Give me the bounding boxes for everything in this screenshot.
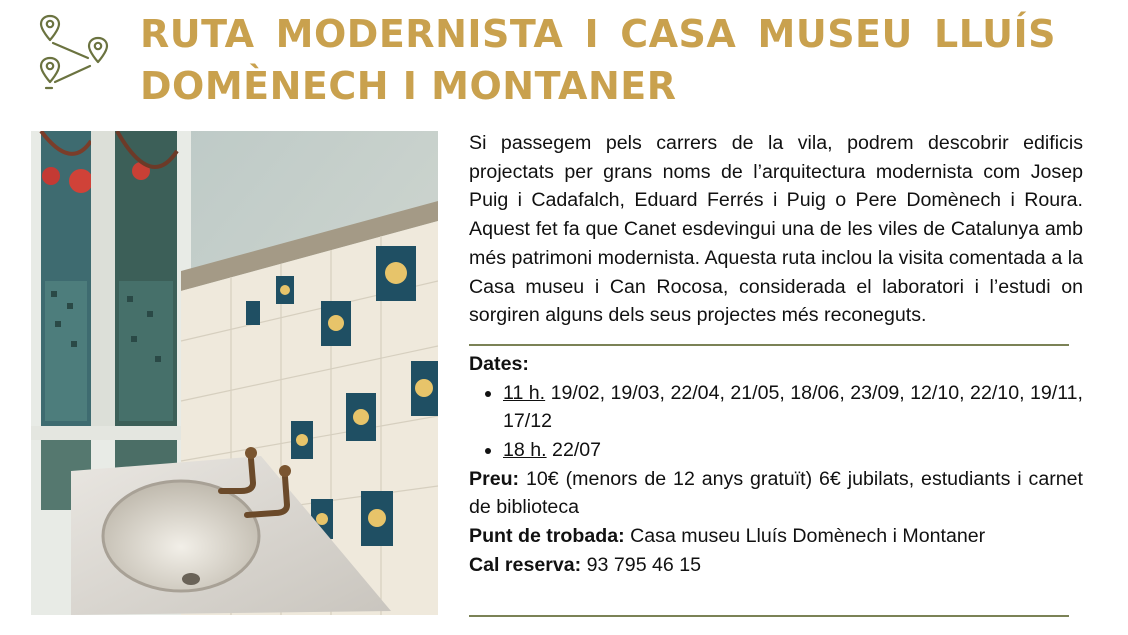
booking-row [469, 551, 1083, 580]
divider-bottom [469, 615, 1069, 617]
page-title-line-1: RUTA MODERNISTA I CASA MUSEU LLUÍS [140, 12, 1056, 56]
page-title [140, 8, 1056, 112]
session-days: 19/02, 19/03, 22/04, 21/05, 18/06, 23/09, 12/10, 22/10, 19/11, 17/12 [503, 381, 1083, 433]
intro-paragraph: Si passegem pels carrers de la vila, podrem descobrir edificis projectats per grans noms de l’arquitectura modernista com Josep Puig i Cadafalch, Eduard Ferrés i Puig o Pere Domènech i Roura. Aquest fet fa que Canet esdevingui una de les viles de Catalunya amb més patrimoni modernista. Aquesta ruta inclou la visita comentada a la Casa museu i Can Rocosa, considerada el laboratori i l’estudi on sorgiren alguns dels seus projectes més reconeguts. [469, 132, 1083, 327]
session-time: 18 h. [503, 439, 547, 462]
list-item [503, 436, 1083, 465]
dates-label: Dates: [469, 352, 529, 375]
divider-top [469, 344, 1069, 346]
event-details [469, 129, 1083, 580]
meeting-point-row [469, 522, 1083, 551]
meeting-point-label: Punt de trobada: [469, 525, 625, 548]
price-row [469, 465, 1083, 522]
route-pins-icon [36, 14, 114, 92]
page-title-line-2: DOMÈNECH I MONTANER [140, 64, 677, 108]
booking-label: Cal reserva: [469, 553, 582, 576]
washbasin-photo [31, 131, 438, 615]
booking-phone: 93 795 46 15 [586, 553, 702, 576]
session-time: 11 h. [503, 381, 546, 404]
price-value: 10€ (menors de 12 anys gratuït) 6€ jubilats, estudiants i carnet de biblioteca [469, 467, 1083, 519]
list-item [503, 379, 1083, 436]
meeting-point-value: Casa museu Lluís Domènech i Montaner [630, 525, 986, 548]
sessions-list [469, 379, 1083, 465]
session-days: 22/07 [552, 439, 602, 462]
price-label: Preu: [469, 467, 520, 490]
